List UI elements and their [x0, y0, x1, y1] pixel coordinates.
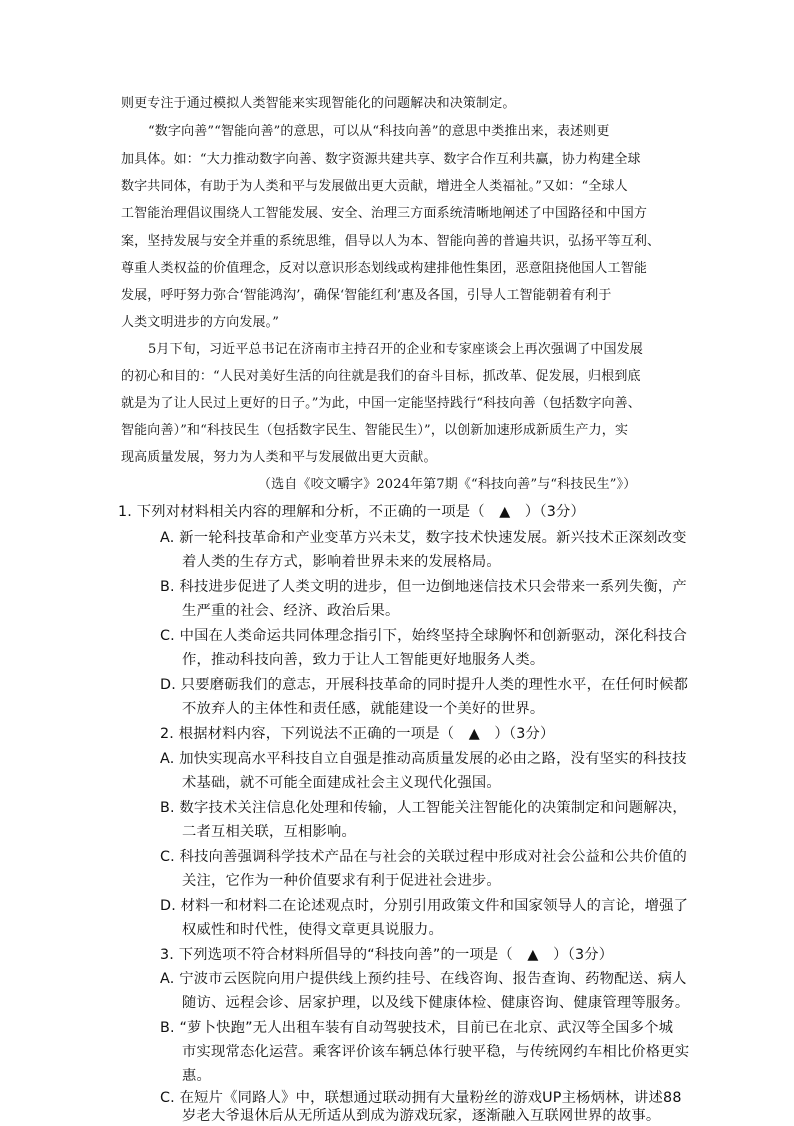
passage-line: 工智能治理倡议围绕人工智能发展、安全、治理三方面系统清晰地阐述了中国路径和中国方 [121, 206, 648, 221]
option-c-line-2: 岁老大爷退休后从无所适从到成为游戏玩家，逐渐融入互联网世界的故事。 [182, 1108, 661, 1124]
passage-line: 数字共同体，有助于为人类和平与发展做出更大贡献，增进全人类福祉。”又如：“全球人 [121, 179, 628, 194]
option-a-line-2: 随访、远程会诊、居家护理，以及线下健康体检、健康咨询、健康管理等服务。 [182, 995, 690, 1011]
question-stem: 1. 下列对材料相关内容的理解和分析，不正确的一项是（ ▲ ）（3分） [118, 504, 586, 520]
question-stem: 3. 下列选项不符合材料所倡导的“科技向善”的一项是（ ▲ ）（3分） [160, 947, 614, 963]
option-c-line-1: C. 中国在人类命运共同体理念指引下，始终坚持全球胸怀和创新驱动，深化科技合 [160, 628, 688, 644]
passage-line: 则更专注于通过模拟人类智能来实现智能化的问题解决和决策制定。 [121, 96, 516, 111]
option-b-line-2: 市实现常态化运营。乘客评价该车辆总体行驶平稳，与传统网约车相比价格更实 [182, 1044, 690, 1060]
passage-line: 的初心和目的：“人民对美好生活的向往就是我们的奋斗目标，抓改革、促发展，归根到底 [121, 369, 641, 384]
passage-line: 现高质量发展，努力为人类和平与发展做出更大贡献。 [121, 450, 437, 465]
option-c-line-2: 关注，它作为一种价值要求有利于促进社会进步。 [182, 873, 501, 889]
option-b-line-3: 惠。 [182, 1068, 211, 1084]
passage-line: 加具体。如：“大力推动数字向善、数字资源共建共享、数字合作互利共赢，协力构建全球 [121, 152, 641, 167]
option-d-line-1: D. 材料一和材料二在论述观点时，分别引用政策文件和国家领导人的言论，增强了 [160, 898, 689, 914]
option-d-line-2: 不放弃人的主体性和责任感，就能建设一个美好的世界。 [182, 701, 545, 717]
option-c-line-2: 作，推动科技向善，致力于让人工智能更好地服务人类。 [182, 652, 545, 668]
option-a-line-2: 术基础，就不可能全面建成社会主义现代化强国。 [182, 775, 501, 791]
option-b-line-2: 生严重的社会、经济、政治后果。 [182, 603, 400, 619]
passage-line: 智能向善）”和“科技民生（包括数字民生、智能民生）”，以创新加速形成新质生产力，实 [121, 423, 629, 438]
passage-line: 案，坚持发展与安全并重的系统思维，倡导以人为本、智能向善的普遍共识，弘扬平等互利、 [121, 234, 661, 249]
option-b-line-1: B. 数字技术关注信息化处理和传输，人工智能关注智能化的决策制定和问题解决， [160, 800, 687, 816]
option-d-line-1: D. 只要磨砺我们的意志，开展科技革命的同时提升人类的理性水平，在任何时候都 [160, 677, 689, 693]
option-b-line-2: 二者互相关联，互相影响。 [182, 824, 356, 840]
passage-source: （选自《咬文嚼字》2024年第7期《“科技向善”与“科技民生”》） [258, 477, 637, 492]
option-d-line-2: 权威性和时代性，使得文章更具说服力。 [182, 922, 443, 938]
option-a-line-1: A. 加快实现高水平科技自立自强是推动高质量发展的必由之路，没有坚实的科技技 [160, 751, 687, 767]
passage-line: 就是为了让人民过上更好的日子。”为此，中国一定能坚持践行“科技向善（包括数字向善、 [121, 396, 641, 411]
option-b-line-1: B. “萝卜快跑”无人出租车装有自动驾驶技术，目前已在北京、武汉等全国多个城 [160, 1020, 674, 1036]
passage-line: 尊重人类权益的价值理念，反对以意识形态划线或构建排他性集团，恶意阻挠他国人工智能 [121, 261, 648, 276]
passage-line: 人类文明进步的方向发展。” [121, 315, 280, 330]
option-c-line-1: C. 科技向善强调科学技术产品在与社会的关联过程中形成对社会公益和公共价值的 [160, 849, 688, 865]
passage-line: 发展，呼吁努力弥合‘智能鸿沟’，确保‘智能红利’惠及各国，引导人工智能朝着有利于 [121, 288, 612, 303]
passage-line: “数字向善”“智能向善”的意思，可以从“科技向善”的意思中类推出来，表述则更 [148, 124, 610, 139]
option-b-line-1: B. 科技进步促进了人类文明的进步，但一边倒地迷信技术只会带来一系列失衡，产 [160, 579, 687, 595]
option-a-line-2: 着人类的生存方式，影响着世界未来的发展格局。 [182, 554, 501, 570]
option-c-line-1: C. 在短片《同路人》中，联想通过联动拥有大量粉丝的游戏UP主杨炳林，讲述88 [160, 1090, 682, 1106]
option-a-line-1: A. 新一轮科技革命和产业变革方兴未艾，数字技术快速发展。新兴技术正深刻改变 [160, 530, 687, 546]
question-stem: 2. 根据材料内容，下列说法不正确的一项是（ ▲ ）（3分） [160, 726, 555, 742]
passage-line: 5月下旬，习近平总书记在济南市主持召开的企业和专家座谈会上再次强调了中国发展 [148, 342, 643, 357]
option-a-line-1: A. 宁波市云医院向用户提供线上预约挂号、在线咨询、报告查询、药物配送、病人 [160, 971, 687, 987]
